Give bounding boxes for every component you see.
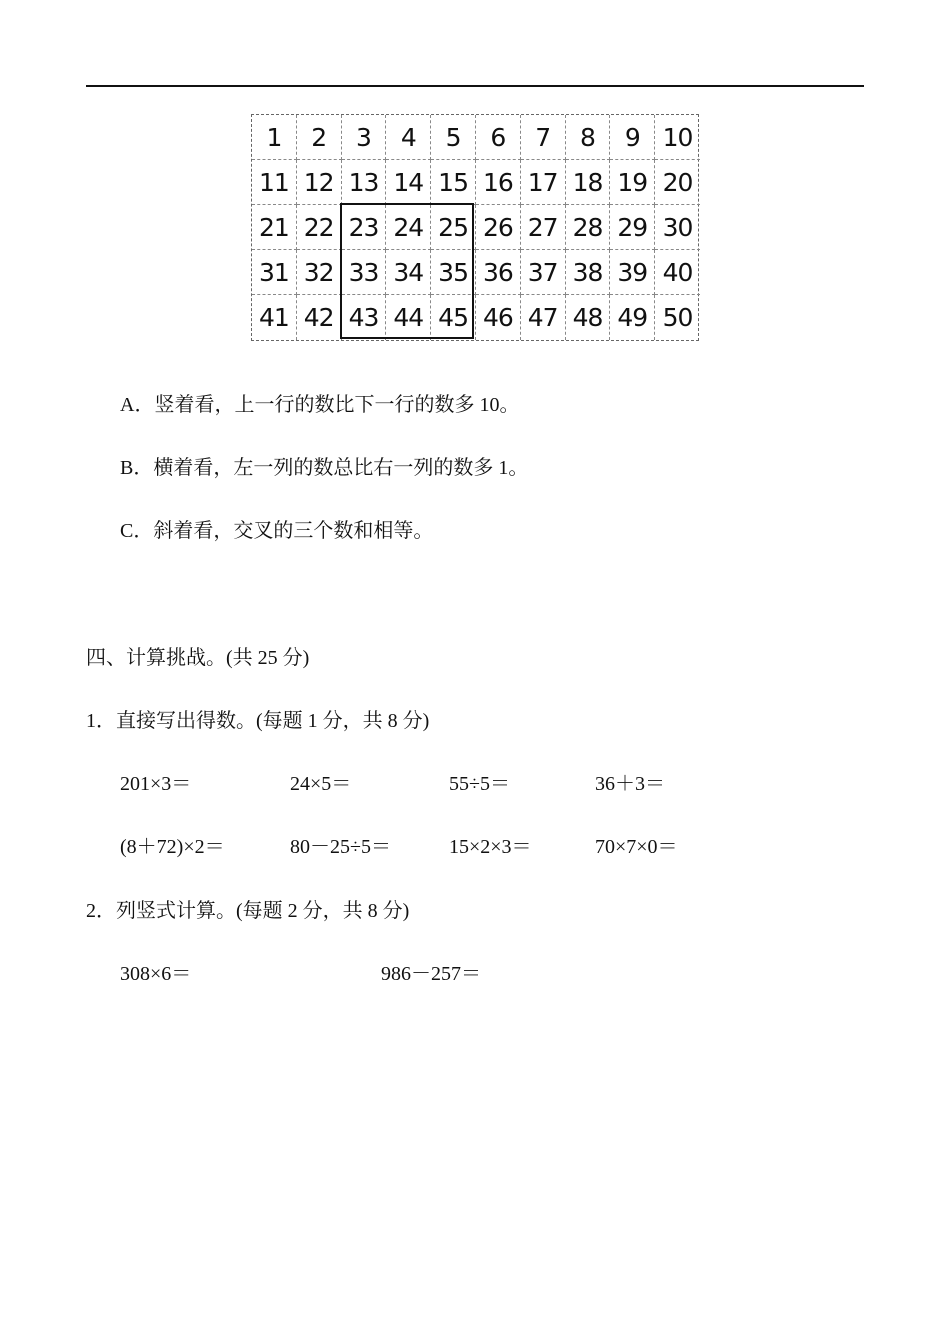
question-1-label: 1．直接写出得数。(每题 1 分，共 8 分) <box>86 710 430 732</box>
section-4-title: 四、计算挑战。(共 25 分) <box>86 647 310 669</box>
expr: (8＋72)×2＝ <box>120 836 225 858</box>
grid-cell: 49 <box>610 295 655 340</box>
grid-cell: 28 <box>566 205 611 250</box>
grid-cell: 17 <box>521 160 566 205</box>
top-rule <box>86 85 864 87</box>
grid-cell: 50 <box>662 303 693 332</box>
grid-cell: 9 <box>610 115 655 160</box>
grid-cell: 30 <box>655 205 700 250</box>
grid-cell: 1 <box>252 115 297 160</box>
grid-cell: 35 <box>431 250 476 295</box>
grid-cell: 32 <box>297 250 342 295</box>
grid-cell: 47 <box>521 295 566 340</box>
grid-cell: 18 <box>566 160 611 205</box>
grid-cell: 29 <box>610 205 655 250</box>
grid-cell: 27 <box>521 205 566 250</box>
expr: 201×3＝ <box>120 773 192 795</box>
grid-cell: 31 <box>252 250 297 295</box>
grid-cell: 33 <box>342 250 387 295</box>
grid-cell: 48 <box>566 295 611 340</box>
grid-cell: 13 <box>342 160 387 205</box>
expr: 36＋3＝ <box>595 773 665 795</box>
grid-cell: 42 <box>297 295 342 340</box>
grid-cell: 37 <box>521 250 566 295</box>
grid-cell: 36 <box>476 250 521 295</box>
grid-cell: 46 <box>476 295 521 340</box>
grid-cell: 25 <box>431 205 476 250</box>
grid-cell: 44 <box>386 295 431 340</box>
grid-cell: 4 <box>386 115 431 160</box>
expr: 55÷5＝ <box>449 773 510 795</box>
grid-cell: 12 <box>297 160 342 205</box>
grid-cell: 10 <box>655 115 700 160</box>
grid-cell: 24 <box>386 205 431 250</box>
expr: 15×2×3＝ <box>449 836 532 858</box>
grid-cell: 14 <box>386 160 431 205</box>
grid-cell: 39 <box>610 250 655 295</box>
grid-cell: 16 <box>476 160 521 205</box>
grid-cell: 40 <box>655 250 700 295</box>
grid-cell: 41 <box>252 295 297 340</box>
grid-cell: 43 <box>342 295 387 340</box>
number-grid <box>251 114 699 339</box>
expr: 986－257＝ <box>381 963 481 985</box>
grid-cell: 2 <box>297 115 342 160</box>
grid-cell: 23 <box>342 205 387 250</box>
grid-cell: 26 <box>476 205 521 250</box>
option-a: A．竖着看，上一行的数比下一行的数多 10。 <box>120 394 520 416</box>
grid-cell: 3 <box>342 115 387 160</box>
grid-cell: 8 <box>566 115 611 160</box>
grid-cell: 11 <box>252 160 297 205</box>
grid-cell: 20 <box>655 160 700 205</box>
q1-row-2 <box>0 830 950 860</box>
option-c: C．斜着看，交叉的三个数和相等。 <box>120 520 434 542</box>
expr: 80－25÷5＝ <box>290 836 391 858</box>
grid-cell: 45 <box>431 295 476 340</box>
grid-cell: 34 <box>386 250 431 295</box>
grid-cell: 15 <box>431 160 476 205</box>
q1-row-1 <box>0 767 950 797</box>
grid-cell: 7 <box>521 115 566 160</box>
grid-cell: 6 <box>476 115 521 160</box>
expr: 308×6＝ <box>120 963 192 985</box>
question-2-label: 2．列竖式计算。(每题 2 分，共 8 分) <box>86 900 410 922</box>
expr: 70×7×0＝ <box>595 836 678 858</box>
grid-cell: 38 <box>566 250 611 295</box>
grid-cell: 19 <box>610 160 655 205</box>
expr: 24×5＝ <box>290 773 352 795</box>
number-grid-cells <box>251 114 699 341</box>
grid-cell: 21 <box>252 205 297 250</box>
grid-cell: 5 <box>431 115 476 160</box>
option-b: B．横着看，左一列的数总比右一列的数多 1。 <box>120 457 529 479</box>
grid-cell: 22 <box>297 205 342 250</box>
q2-row <box>0 957 950 987</box>
